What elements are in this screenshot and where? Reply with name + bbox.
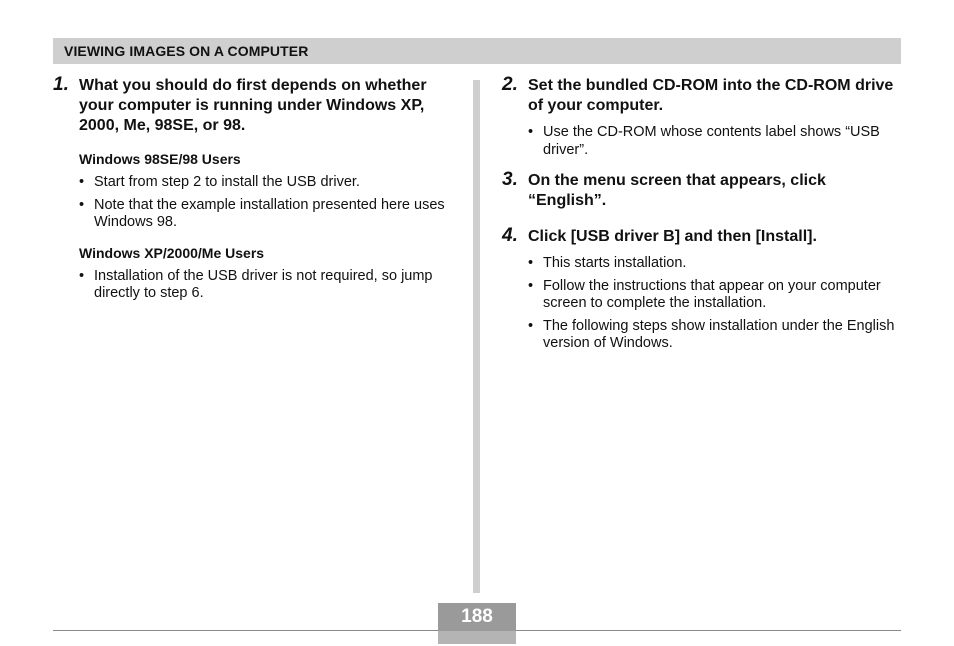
bullet-icon: • [79,196,85,213]
step-number: 4. [502,225,518,246]
list-item: • Use the CD-ROM whose contents label shows “USB driver”. [528,124,880,158]
step-number: 1. [53,74,69,95]
bullet-icon: • [528,124,534,140]
bullet-icon: • [528,255,534,271]
bullet-list [79,174,453,232]
left-column [53,76,453,308]
bullet-icon: • [528,317,534,334]
step-text: Set the bundled CD-ROM into the CD-ROM drive of your computer. [528,77,894,114]
step-number: 3. [502,169,518,190]
step-text: What you should do first depends on whether your computer is running under Windows XP, 2000, Me, 98SE, or 98. [79,77,427,134]
step-number: 2. [502,74,518,95]
step-4 [502,227,902,247]
subheading-98se-98: Windows 98SE/98 Users [79,151,241,167]
list-item: • The following steps show installation under the English version of Windows. [528,317,895,351]
bullet-icon: • [528,277,534,294]
step-3 [502,171,902,211]
list-item: • This starts installation. [528,255,687,271]
step-text: On the menu screen that appears, click “English”. [528,172,826,209]
right-column [502,76,902,358]
bullet-list [528,124,902,159]
step-text: Click [USB driver B] and then [Install]. [528,228,817,245]
list-item: • Start from step 2 to install the USB driver. [79,174,360,190]
column-divider [473,80,480,593]
list-item: • Installation of the USB driver is not required, so jump directly to step 6. [79,267,433,301]
bullet-icon: • [79,174,85,190]
step-2 [502,76,902,116]
page-number: 188 [461,606,493,627]
list-item: • Note that the example installation presented here uses Windows 98. [79,196,445,230]
bullet-list [79,268,453,303]
step-1 [53,76,453,136]
bullet-list [528,255,902,353]
list-item: • Follow the instructions that appear on your computer screen to complete the installation. [528,277,881,311]
bullet-icon: • [79,267,85,284]
section-header-bar [53,38,901,64]
section-title: VIEWING IMAGES ON A COMPUTER [64,43,309,59]
subheading-xp-2000-me: Windows XP/2000/Me Users [79,244,265,261]
